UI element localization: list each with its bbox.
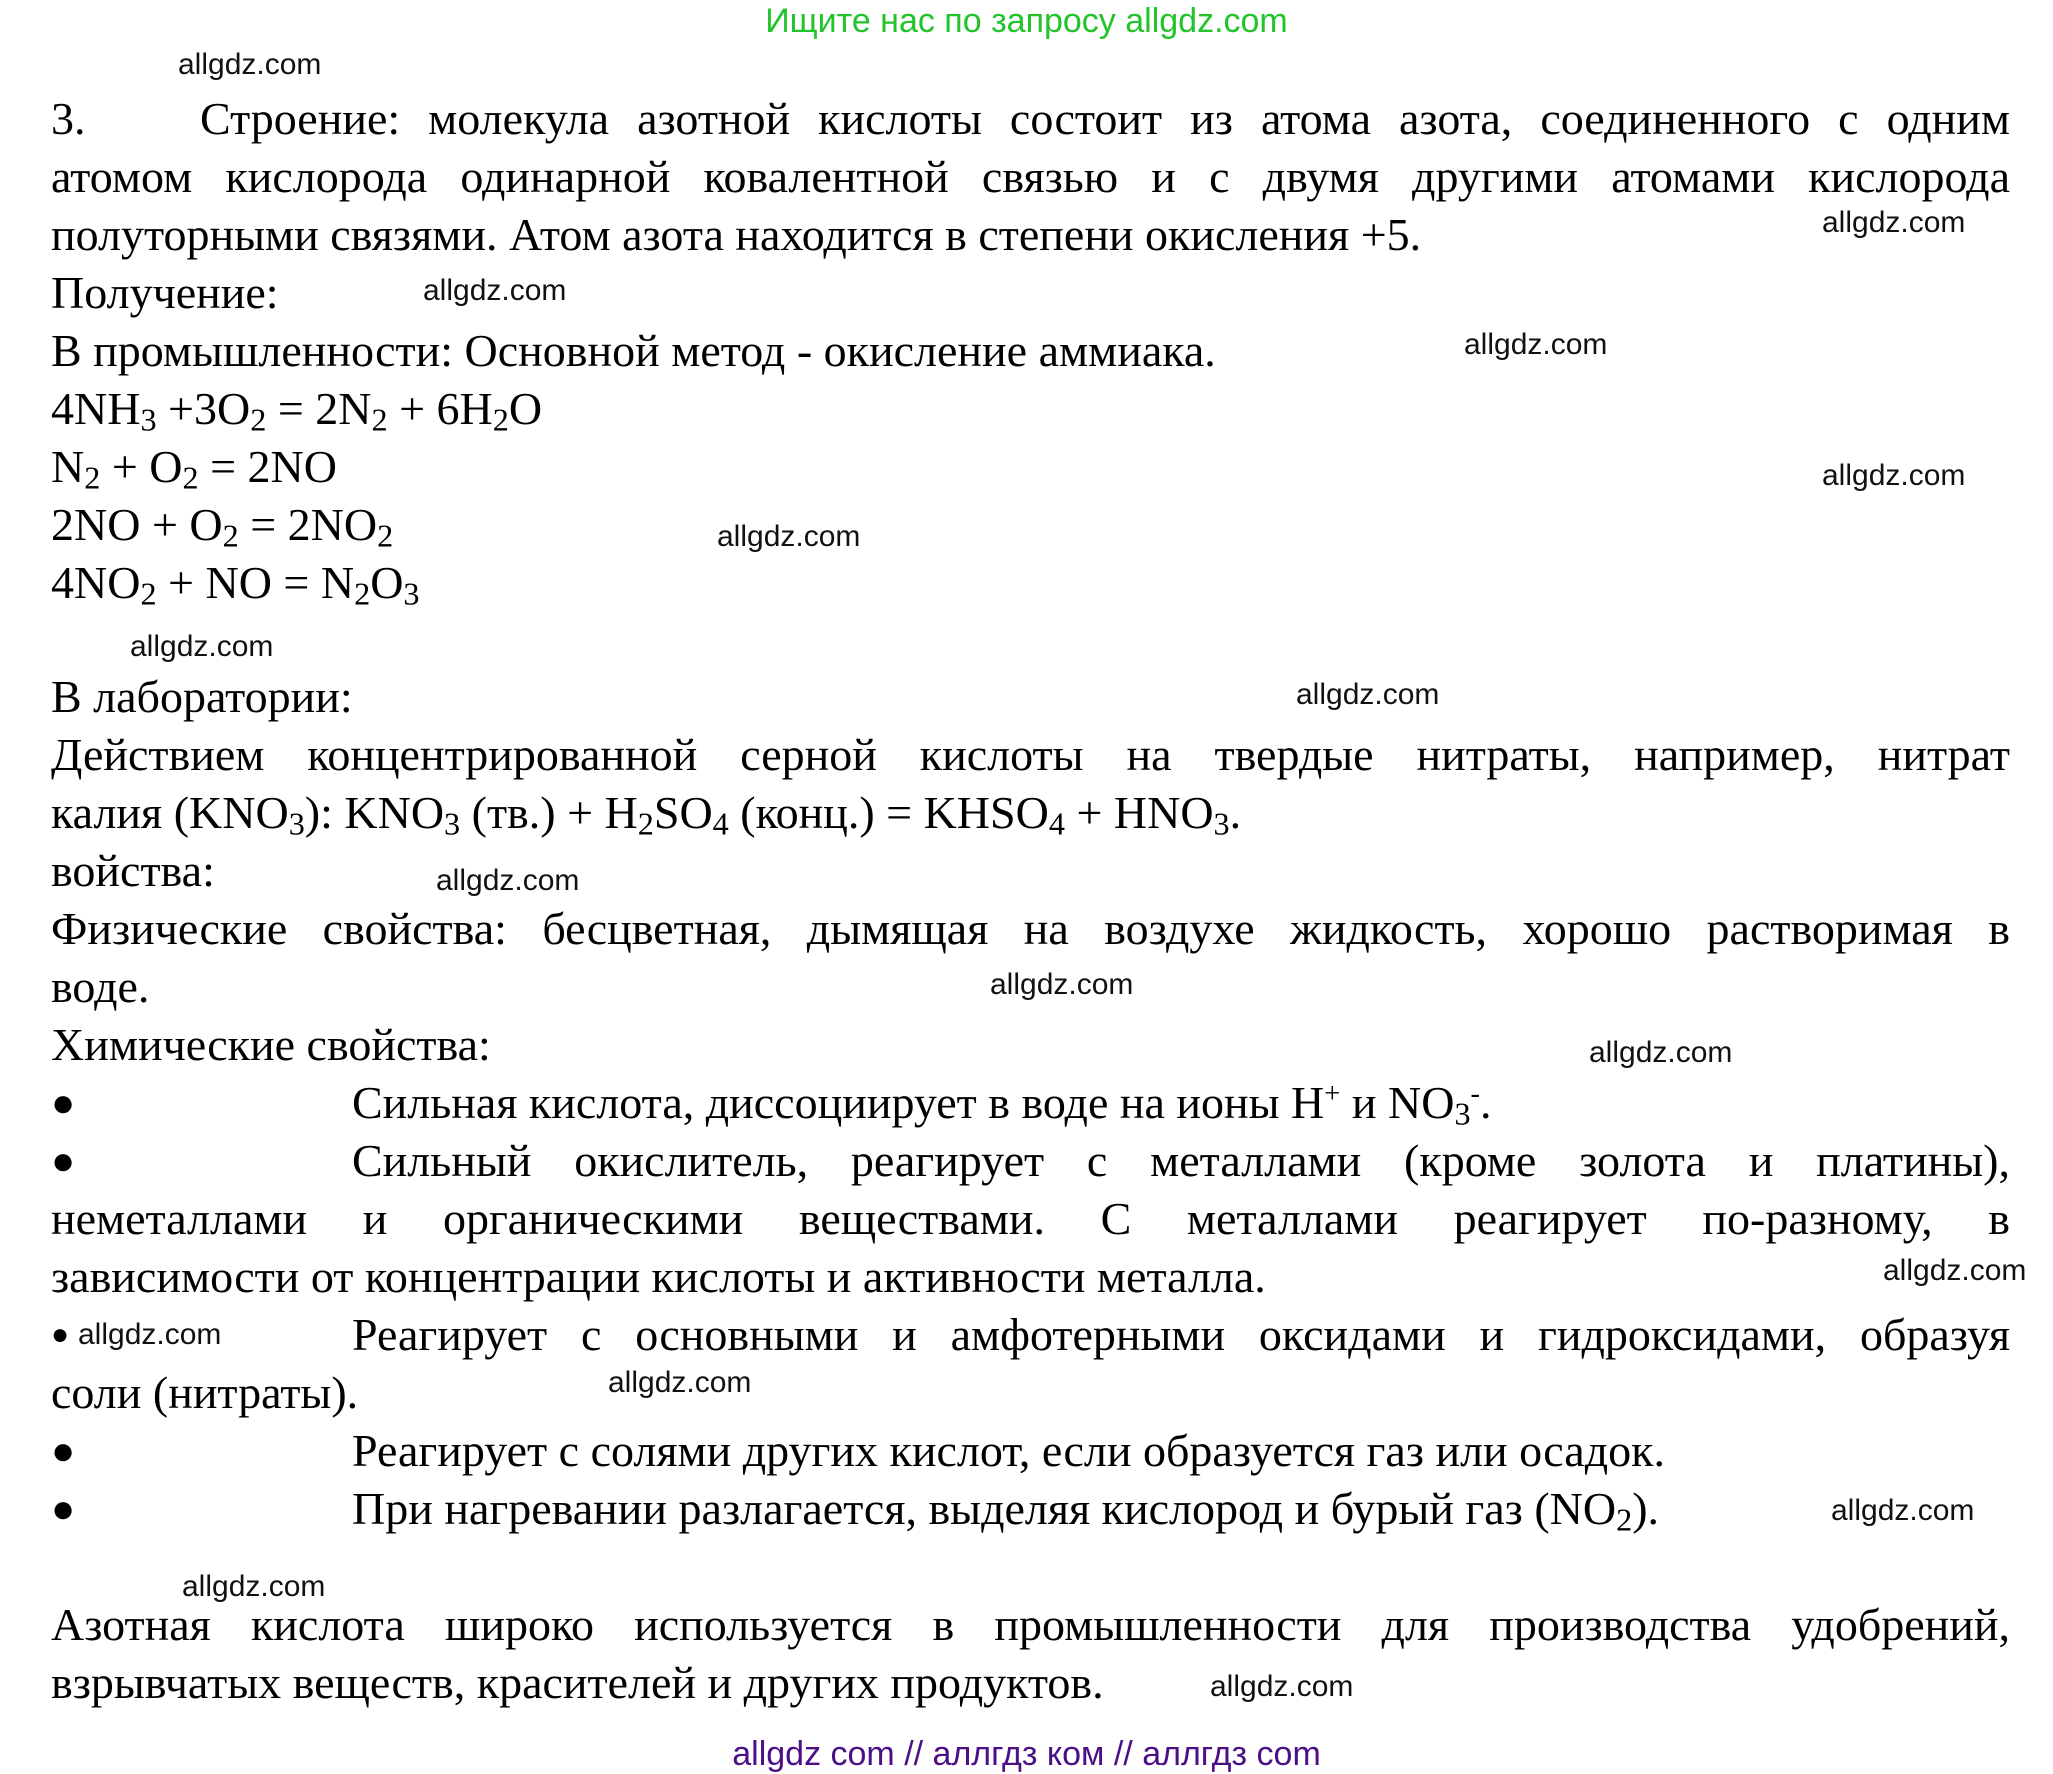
task-number: 3. <box>51 93 86 144</box>
chem-property-2-line-3: зависимости от концентрации кислоты и активности металла. <box>51 1251 1266 1302</box>
bullet-icon: ● <box>51 1486 76 1531</box>
chem-property-3-line-2: соли (нитраты). <box>51 1367 359 1418</box>
bullet-icon: ● <box>51 1428 76 1473</box>
watermark: allgdz.com <box>436 864 580 897</box>
watermark: allgdz.com <box>1883 1254 2027 1287</box>
equation-2: $N_2 + O_2 = 2NO$ <box>51 441 337 496</box>
search-hint-banner: Ищите нас по запросу allgdz.com <box>765 2 1288 40</box>
watermark: allgdz.com <box>1210 1670 1354 1703</box>
watermark: allgdz.com <box>1464 328 1608 361</box>
watermark: allgdz.com <box>1822 206 1966 239</box>
watermark: allgdz.com <box>1822 459 1966 492</box>
lab-line-1: Действием концентрированной серной кислоты на твердые нитраты, например, нитрат <box>51 729 2010 780</box>
chem-property-2-line-2: неметаллами и органическими веществами. С металлами реагирует по-разному, в <box>51 1193 2010 1244</box>
structure-line-1: Строение: молекула азотной кислоты состоит из атома азота, соединенного с одним <box>200 93 2010 144</box>
conclusion-line-2: взрывчатых веществ, красителей и других продуктов. <box>51 1657 1104 1708</box>
physical-properties-line-2: воде. <box>51 961 150 1012</box>
chem-property-2-line-1: Сильный окислитель, реагирует с металлами (кроме золота и платины), <box>352 1135 2010 1186</box>
chem-property-5: При нагревании разлагается, выделяя кислород и бурый газ $(NO_2)$. <box>352 1483 1660 1538</box>
watermark: allgdz.com <box>717 520 861 553</box>
watermark: allgdz.com <box>423 274 567 307</box>
bullet-icon: ● <box>51 1138 76 1183</box>
conclusion-line-1: Азотная кислота широко используется в промышленности для производства удобрений, <box>51 1599 2010 1650</box>
watermark: allgdz.com <box>178 48 322 81</box>
footer-site-names: allgdz com // аллгдз ком // аллгдз com <box>732 1735 1321 1773</box>
obtaining-heading: Получение: <box>51 267 279 318</box>
watermark: allgdz.com <box>182 1570 326 1603</box>
chem-property-3-line-1: Реагирует с основными и амфотерными оксидами и гидроксидами, образуя <box>352 1309 2010 1360</box>
bullet-icon: ● <box>51 1318 70 1351</box>
watermark: allgdz.com <box>608 1366 752 1399</box>
watermark: allgdz.com <box>1296 678 1440 711</box>
chemical-properties-heading: Химические свойства: <box>51 1019 491 1070</box>
watermark: allgdz.com <box>78 1318 222 1351</box>
equation-3: $2NO + O_2 = 2NO_2$ <box>51 499 394 554</box>
structure-line-3: полуторными связями. Атом азота находится в степени окисления +5. <box>51 209 1422 260</box>
lab-reaction: калия $(KNO_3)$: $KNO_3$ $(тв.) + H_2SO_4$ (конц.) = $KHSO_4 + HNO_3$. <box>51 787 1242 842</box>
equation-1: $4NH_3 +3O_2 = 2N_2 + 6H_2O$ <box>51 383 543 438</box>
watermark: allgdz.com <box>130 630 274 663</box>
lab-heading: В лаборатории: <box>51 671 353 722</box>
chem-property-4: Реагирует с солями других кислот, если образуется газ или осадок. <box>352 1425 1665 1476</box>
industry-method: В промышленности: Основной метод - окисление аммиака. <box>51 325 1216 376</box>
watermark: allgdz.com <box>990 968 1134 1001</box>
equation-4: $4NO_2$ + NO = $N_2O_3$ <box>51 557 420 612</box>
structure-line-2: атомом кислорода одинарной ковалентной связью и с двумя другими атомами кислорода <box>51 151 2010 202</box>
watermark: allgdz.com <box>1831 1494 1975 1527</box>
watermark: allgdz.com <box>1589 1036 1733 1069</box>
properties-heading: войства: <box>51 845 215 896</box>
chem-property-1: Сильная кислота, диссоциирует в воде на ионы H+ и $NO_3^-$. <box>352 1077 1492 1132</box>
physical-properties-line-1: Физические свойства: бесцветная, дымящая на воздухе жидкость, хорошо растворимая в <box>51 903 2010 954</box>
bullet-icon: ● <box>51 1080 76 1125</box>
